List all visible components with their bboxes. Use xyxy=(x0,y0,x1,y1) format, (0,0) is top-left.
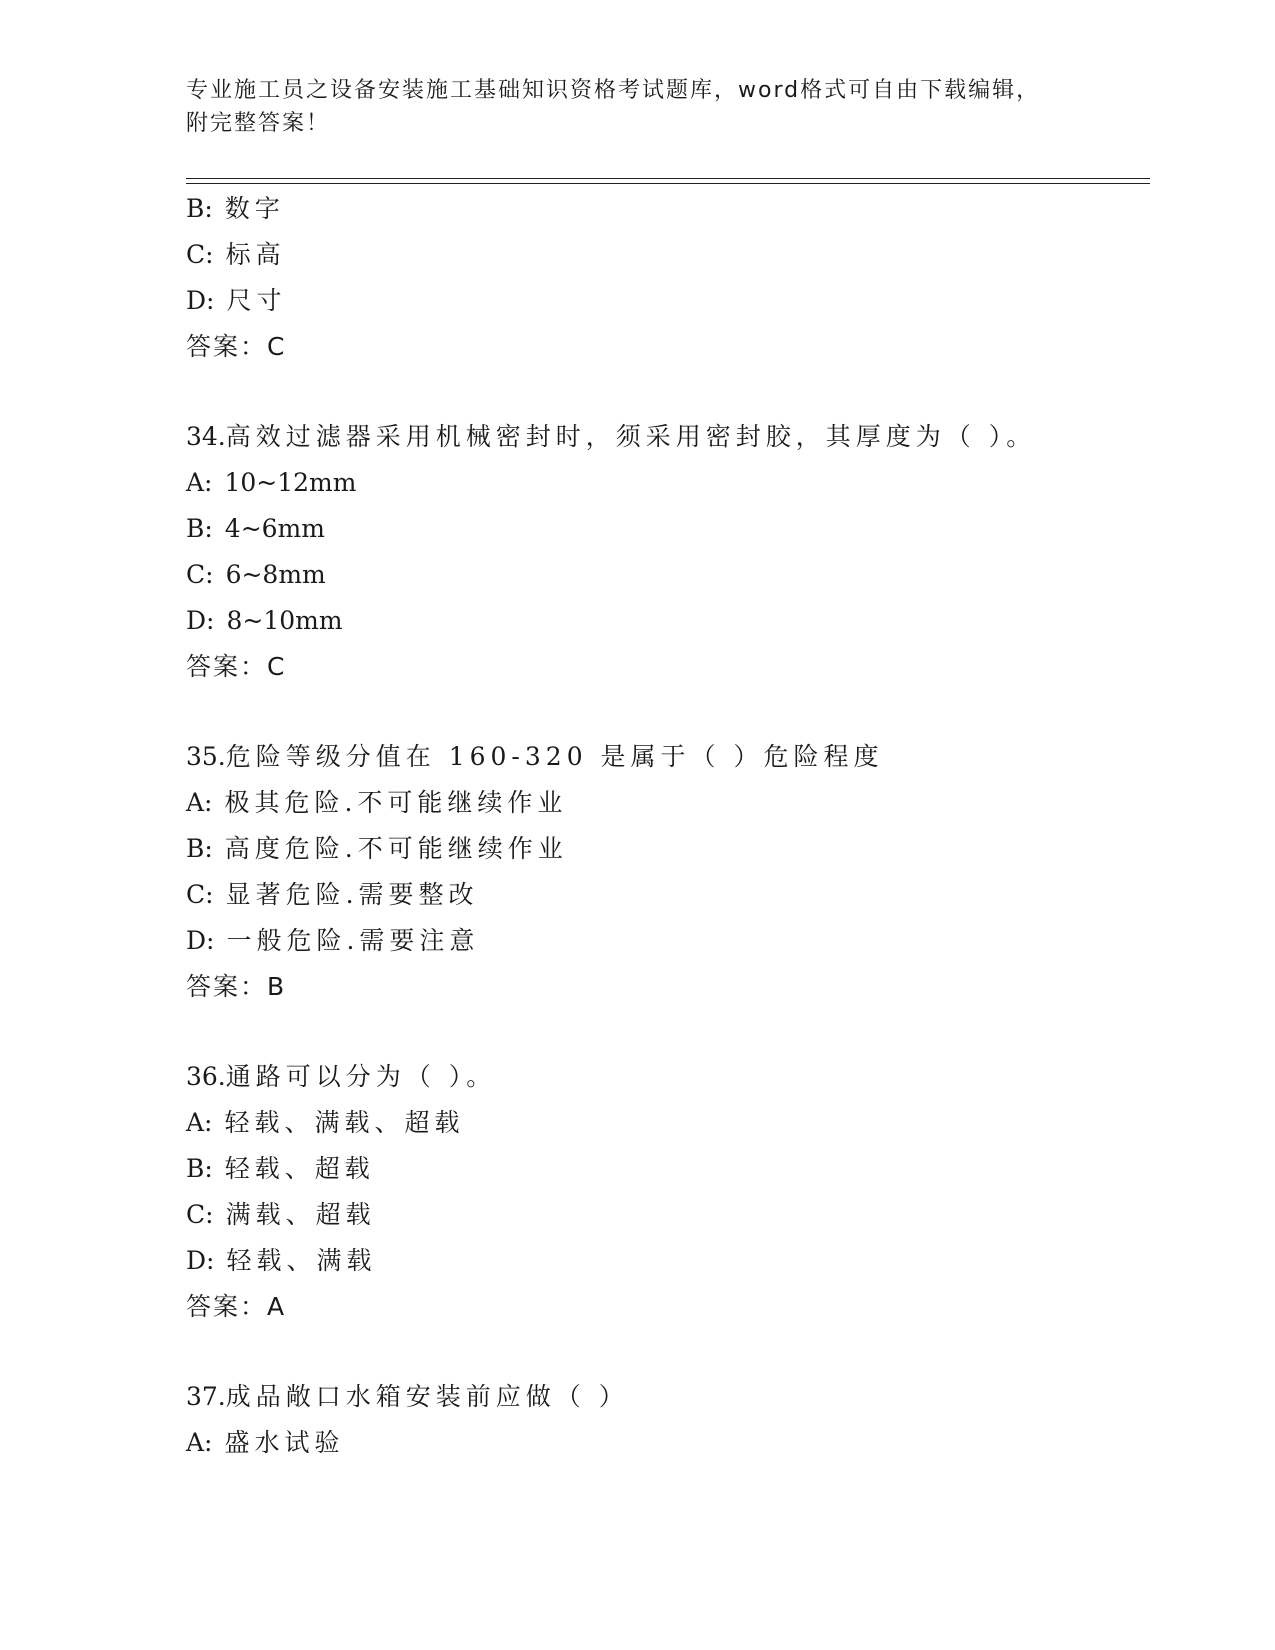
option-text: 轻载、超载 xyxy=(224,1154,375,1183)
option-letter: B: xyxy=(186,1154,213,1183)
header-divider-top xyxy=(186,178,1150,179)
option-letter: D: xyxy=(186,606,215,635)
question-block-34 xyxy=(186,414,1146,690)
answer-line: 答案：C xyxy=(186,332,287,361)
option-text: 轻载、满载 xyxy=(226,1246,377,1275)
option-text: 一般危险.需要注意 xyxy=(226,926,480,955)
option-letter: A: xyxy=(186,468,213,497)
option-letter: B: xyxy=(186,834,213,863)
question-text: 高效过滤器采用机械密封时，须采用密封胶，其厚度为（ ）。 xyxy=(225,422,1037,451)
option-letter: D: xyxy=(186,286,215,315)
option-letter: C: xyxy=(186,560,214,589)
option-row xyxy=(186,278,1146,324)
option-text: 4~6mm xyxy=(224,514,325,543)
option-letter: B: xyxy=(186,194,213,223)
option-letter: D: xyxy=(186,1246,215,1275)
question-number: 37. xyxy=(186,1382,226,1411)
option-text: 满载、超载 xyxy=(225,1200,376,1229)
header-divider-bottom xyxy=(186,183,1150,184)
option-row xyxy=(186,1192,1146,1238)
option-row xyxy=(186,598,1146,644)
option-letter: C: xyxy=(186,880,214,909)
option-letter: A: xyxy=(186,1108,213,1137)
question-stem xyxy=(186,734,1146,780)
option-letter: B: xyxy=(186,514,213,543)
option-text: 高度危险.不可能继续作业 xyxy=(224,834,568,863)
option-letter: C: xyxy=(186,1200,214,1229)
option-row xyxy=(186,552,1146,598)
option-text: 标高 xyxy=(225,240,286,269)
question-stem xyxy=(186,1374,1146,1420)
option-row xyxy=(186,1146,1146,1192)
question-stem xyxy=(186,414,1146,460)
question-block-36 xyxy=(186,1054,1146,1330)
document-header xyxy=(186,74,1086,140)
option-letter: A: xyxy=(186,1428,213,1457)
option-row xyxy=(186,1420,1146,1466)
option-letter: C: xyxy=(186,240,214,269)
question-block-prev xyxy=(186,186,1146,370)
option-text: 显著危险.需要整改 xyxy=(225,880,479,909)
option-text: 尺寸 xyxy=(226,286,287,315)
option-text: 6~8mm xyxy=(225,560,326,589)
option-row xyxy=(186,460,1146,506)
question-text: 危险等级分值在 160-320 是属于（ ）危险程度 xyxy=(225,742,884,771)
option-text: 8~10mm xyxy=(226,606,343,635)
header-line-1: 专业施工员之设备安装施工基础知识资格考试题库，word格式可自由下载编辑， xyxy=(186,78,1041,103)
option-row xyxy=(186,186,1146,232)
option-text: 数字 xyxy=(224,194,285,223)
question-list xyxy=(186,186,1146,1466)
question-number: 35. xyxy=(186,742,226,771)
option-text: 极其危险.不可能继续作业 xyxy=(224,788,568,817)
option-row xyxy=(186,918,1146,964)
answer-line: 答案：A xyxy=(186,1292,287,1321)
option-letter: D: xyxy=(186,926,215,955)
question-text: 通路可以分为（ ）。 xyxy=(225,1062,497,1091)
option-row xyxy=(186,780,1146,826)
header-line-2: 附完整答案！ xyxy=(186,111,331,136)
option-text: 10~12mm xyxy=(224,468,357,497)
option-row xyxy=(186,506,1146,552)
answer-line: 答案：C xyxy=(186,652,287,681)
option-row xyxy=(186,232,1146,278)
option-text: 盛水试验 xyxy=(224,1428,345,1457)
question-stem xyxy=(186,1054,1146,1100)
option-row xyxy=(186,1100,1146,1146)
question-text: 成品敞口水箱安装前应做（ ） xyxy=(225,1382,629,1411)
question-block-35 xyxy=(186,734,1146,1010)
option-row xyxy=(186,872,1146,918)
option-row xyxy=(186,1238,1146,1284)
question-number: 36. xyxy=(186,1062,226,1091)
option-letter: A: xyxy=(186,788,213,817)
answer-line: 答案：B xyxy=(186,972,287,1001)
question-number: 34. xyxy=(186,422,226,451)
option-row xyxy=(186,826,1146,872)
option-text: 轻载、满载、超载 xyxy=(224,1108,465,1137)
question-block-37 xyxy=(186,1374,1146,1466)
